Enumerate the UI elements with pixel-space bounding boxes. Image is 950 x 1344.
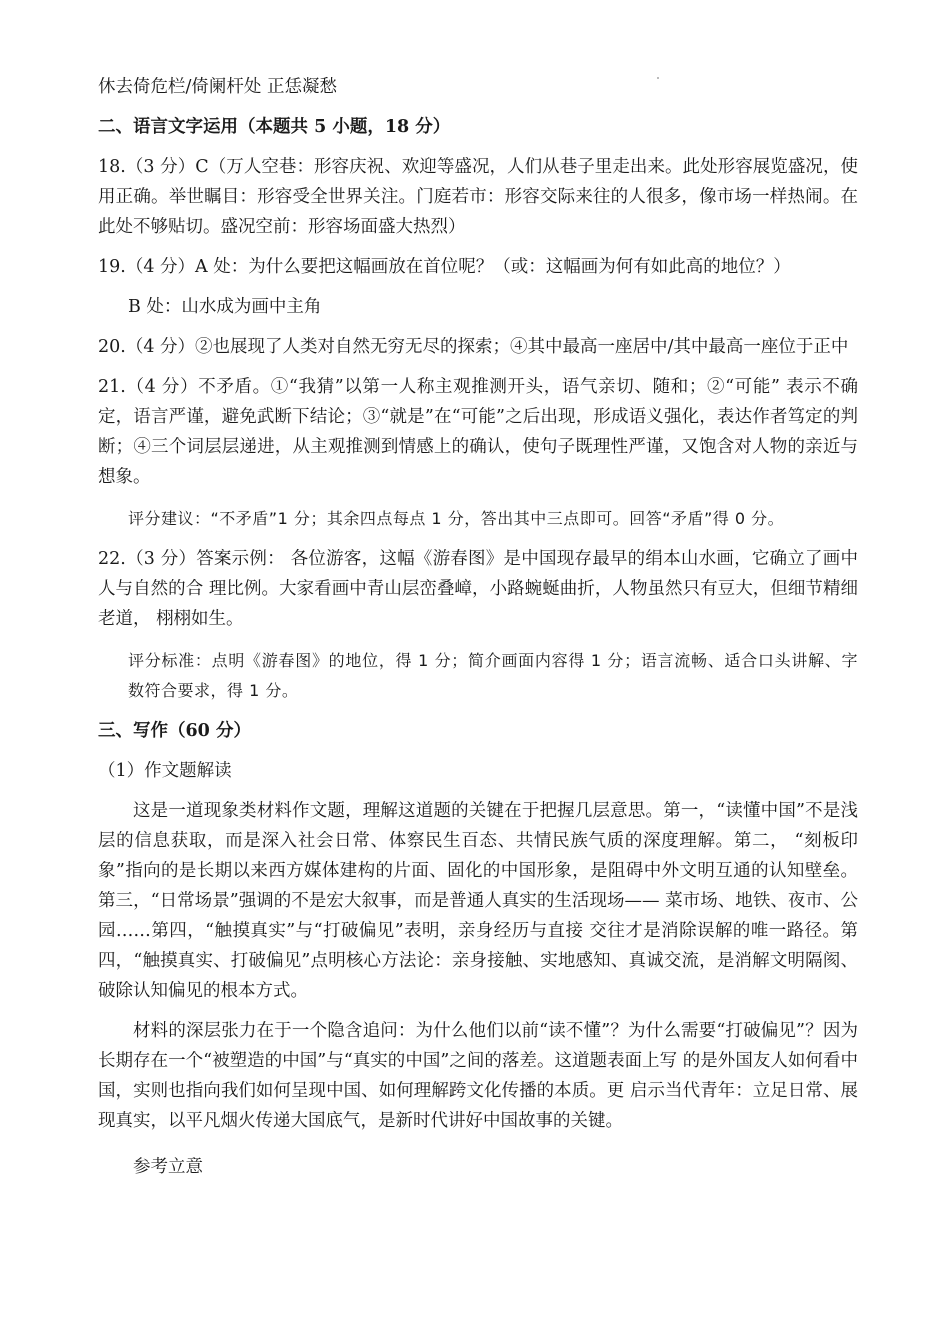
section-heading-language-use: 二、语言文字运用（本题共 5 小题，18 分） (98, 117, 451, 137)
essay-paragraph-2: 材料的深层张力在于一个隐含追问：为什么他们以前“读不懂”？为什么需要“打破偏见”？因为长期存在一个“被塑造的中国”与“真实的中国”之间的落差。这道题表面上写 的是外国友人如何看中国，实则也指向我们如何呈现中国、如何理解跨文化传播的本质。更 启示当代青年：立足日常、展现真实，以平凡烟火传递大国底气，是新时代讲好中国故事的关键。 (98, 1021, 858, 1131)
poem-answer-line: 休去倚危栏/倚阑杆处 正恁凝愁 (98, 77, 337, 97)
essay-paragraph-1: 这是一道现象类材料作文题，理解这道题的关键在于把握几层意思。第一，“读懂中国”不是浅层的信息获取，而是深入社会日常、体察民生百态、共情民族气质的深度理解。第二， “刻板印象”指向的是长期以来西方媒体建构的片面、固化的中国形象，是阻碍中外文明互通的认知壁垒。第三，“日常场景”强调的不是宏大叙事，而是普通人真实的生活现场—— 菜市场、地铁、夜市、公园……第四，“触摸真实”与“打破偏见”表明，亲身经历与直接 交往才是消除误解的唯一路径。第四，“触摸真实、打破偏见”点明核心方法论：亲身接触、实地感知、真诚交流，是消解文明隔阂、破除认知偏见的根本方式。 (98, 801, 858, 1001)
answer-q22: 22.（3 分）答案示例： 各位游客，这幅《游春图》是中国现存最早的绢本山水画，它确立了画中人与自然的合 理比例。大家看画中青山层峦叠嶂，小路蜿蜒曲折，人物虽然只有豆大，但细节精细老道， 栩栩如生。 (98, 549, 858, 629)
reference-theme-label: 参考立意 (133, 1157, 203, 1177)
answer-q21: 21.（4 分）不矛盾。①“我猜”以第一人称主观推测开头，语气亲切、随和；②“可能” 表示不确定，语言严谨，避免武断下结论；③“就是”在“可能”之后出现，形成语义强化，表达作者笃定的判断；④三个词层层递进，从主观推测到情感上的确认，使句子既理性严谨，又饱含对人物的亲近与想象。 (98, 377, 858, 487)
answer-q20: 20.（4 分）②也展现了人类对自然无穷无尽的探索；④其中最高一座居中/其中最高一座位于正中 (98, 337, 849, 357)
section-heading-writing: 三、写作（60 分） (98, 721, 251, 741)
subheading-essay-interpretation: （1）作文题解读 (98, 761, 232, 781)
scoring-note-q21: 评分建议：“不矛盾”1 分；其余四点每点 1 分，答出其中三点即可。回答“矛盾”得 0 分。 (128, 509, 785, 528)
answer-q18: 18.（3 分）C（万人空巷：形容庆祝、欢迎等盛况，人们从巷子里走出来。此处形容展览盛况，使用正确。举世瞩目：形容受全世界关注。门庭若市：形容交际来往的人很多，像市场一样热闹。在此处不够贴切。盛况空前：形容场面盛大热烈） (98, 157, 858, 237)
answer-q19-a: 19.（4 分）A 处：为什么要把这幅画放在首位呢？（或：这幅画为何有如此高的地位？） (98, 257, 791, 277)
scoring-note-q22: 评分标准：点明《游春图》的地位，得 1 分；简介画面内容得 1 分；语言流畅、适合口头讲解、字数符合要求，得 1 分。 (128, 651, 858, 700)
answer-q19-b: B 处：山水成为画中主角 (128, 297, 322, 317)
answer-key-content (98, 72, 858, 1182)
